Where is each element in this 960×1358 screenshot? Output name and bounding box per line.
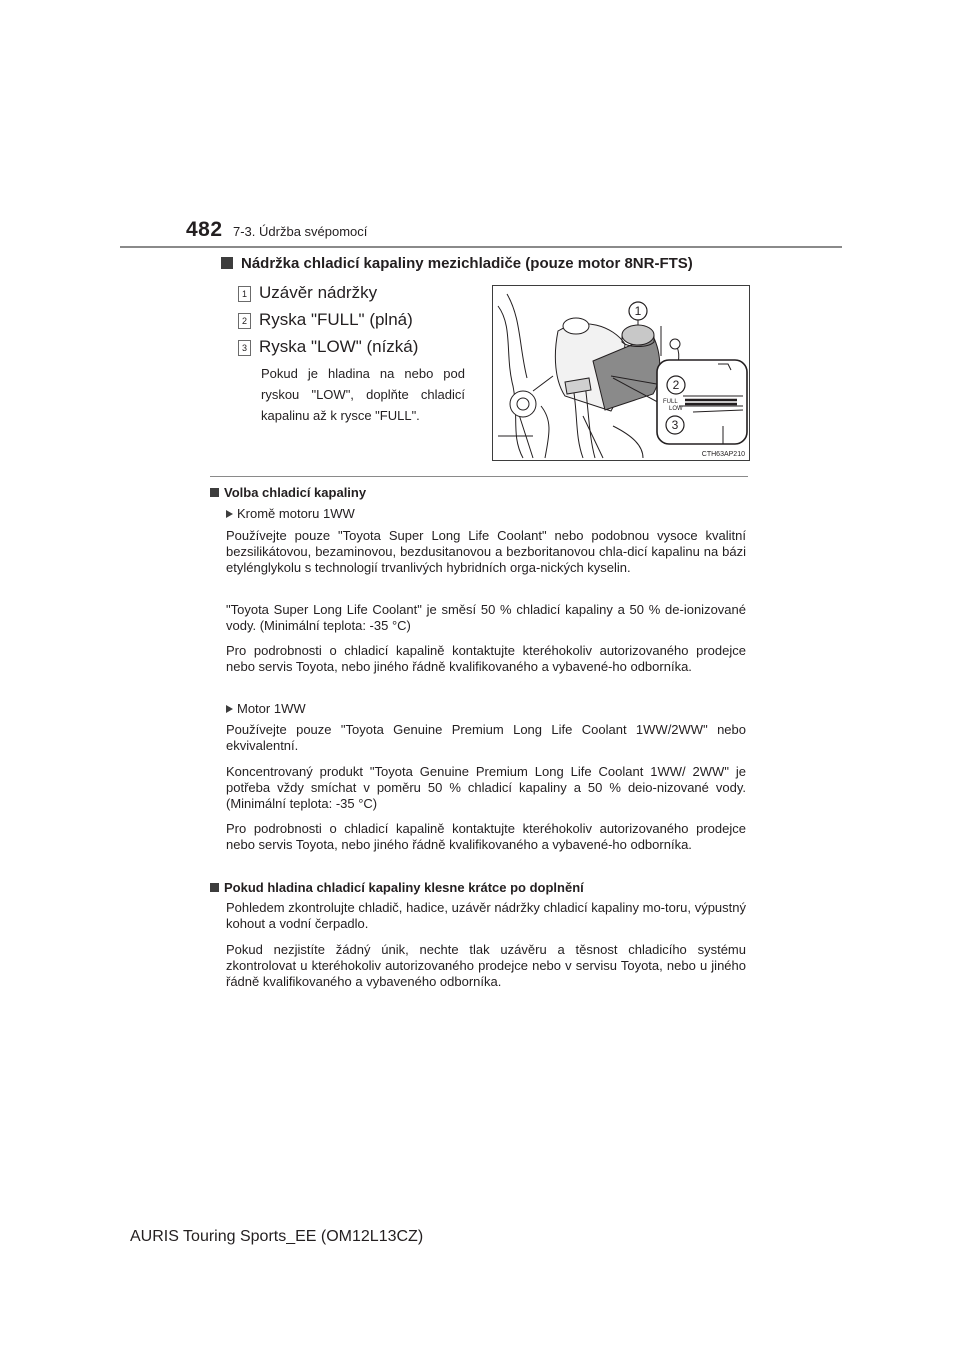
triangle-bullet-icon <box>226 510 233 518</box>
coolant-heading-text: Volba chladicí kapaliny <box>224 485 367 500</box>
paragraph: Pro podrobnosti o chladicí kapalině kontaktujte kteréhokoliv autorizovaného prodejce nebo servis Toyota, nebo jiného řádně kvalifikovaného a vybavené-ho odborníka. <box>226 821 746 853</box>
legend-item-1 <box>238 283 377 303</box>
triangle-bullet-icon <box>226 705 233 713</box>
legend-number: 2 <box>238 313 251 329</box>
footer-manual-id: AURIS Touring Sports_EE (OM12L13CZ) <box>130 1228 424 1245</box>
main-heading <box>221 255 693 272</box>
paragraph: "Toyota Super Long Life Coolant" je směsí 50 % chladicí kapaliny a 50 % de-ionizované vody. (Minimální teplota: -35 °C) <box>226 602 746 634</box>
section-divider <box>210 476 748 477</box>
legend-item-3 <box>238 337 418 357</box>
section-title: 7-3. Údržba svépomocí <box>233 224 368 239</box>
figure-caption: CTH63AP210 <box>701 451 745 458</box>
variant-b-text: Motor 1WW <box>237 701 306 716</box>
header-divider <box>120 246 842 248</box>
paragraph: Pro podrobnosti o chladicí kapalině kontaktujte kteréhokoliv autorizovaného prodejce nebo servis Toyota, nebo jiného řádně kvalifikovaného a vybavené-ho odborníka. <box>226 643 746 675</box>
square-bullet-icon <box>221 257 233 269</box>
variant-b-label <box>226 701 306 716</box>
legend-number: 3 <box>238 340 251 356</box>
coolant-reservoir-figure <box>492 285 750 461</box>
variant-a-text: Kromě motoru 1WW <box>237 506 355 521</box>
square-bullet-icon <box>210 488 219 497</box>
coolant-heading <box>210 485 366 500</box>
full-mark-label: FULL <box>663 399 678 405</box>
legend-label: Ryska "FULL" (plná) <box>259 310 413 329</box>
level-heading-text: Pokud hladina chladicí kapaliny klesne krátce po doplnění <box>224 880 584 895</box>
legend-label: Uzávěr nádržky <box>259 283 378 302</box>
paragraph: Pokud nezjistíte žádný únik, nechte tlak uzávěru a těsnost chladicího systému zkontrolovat u kteréhokoliv autorizovaného prodejce nebo v servisu Toyota, nebo u jiného řádně kvalifikovaného a vybaveného odborníka. <box>226 942 746 990</box>
paragraph: Používejte pouze "Toyota Super Long Life Coolant" nebo podobnou vysoce kvalitní bezsilikátovou, bezaminovou, bezdusitanovou a bezboritanovou chla-dicí kapalinu na bázi etylénglykolu s technologií trvanlivých hybridních orga-nických kyselin. <box>226 528 746 576</box>
legend-note: Pokud je hladina na nebo pod ryskou "LOW", doplňte chladicí kapalinu až k rysce "FULL". <box>261 366 465 423</box>
paragraph: Pohledem zkontrolujte chladič, hadice, uzávěr nádržky chladicí kapaliny mo-toru, výpustný kohout a vodní čerpadlo. <box>226 900 746 932</box>
callout-1: 1 <box>634 304 642 318</box>
legend-label: Ryska "LOW" (nízká) <box>259 337 419 356</box>
legend-item-2 <box>238 310 413 330</box>
callout-3: 3 <box>671 418 679 432</box>
variant-a-label <box>226 506 355 521</box>
paragraph: Koncentrovaný produkt "Toyota Genuine Premium Long Life Coolant 1WW/ 2WW" je potřeba vždy smíchat v poměru 50 % chladicí kapaliny a 50 % deio-nizované vody. (Minimální teplota: -35 °C) <box>226 764 746 812</box>
legend-number: 1 <box>238 286 251 302</box>
level-heading <box>210 880 584 895</box>
page-number: 482 <box>186 218 223 241</box>
main-heading-text: Nádržka chladicí kapaliny mezichladiče (pouze motor 8NR-FTS) <box>241 255 693 272</box>
callout-2: 2 <box>672 378 680 392</box>
coolant-reservoir-illustration <box>493 286 749 460</box>
paragraph: Používejte pouze "Toyota Genuine Premium Long Life Coolant 1WW/2WW" nebo ekvivalentní. <box>226 722 746 754</box>
low-mark-label: LOW <box>669 406 683 412</box>
square-bullet-icon <box>210 883 219 892</box>
